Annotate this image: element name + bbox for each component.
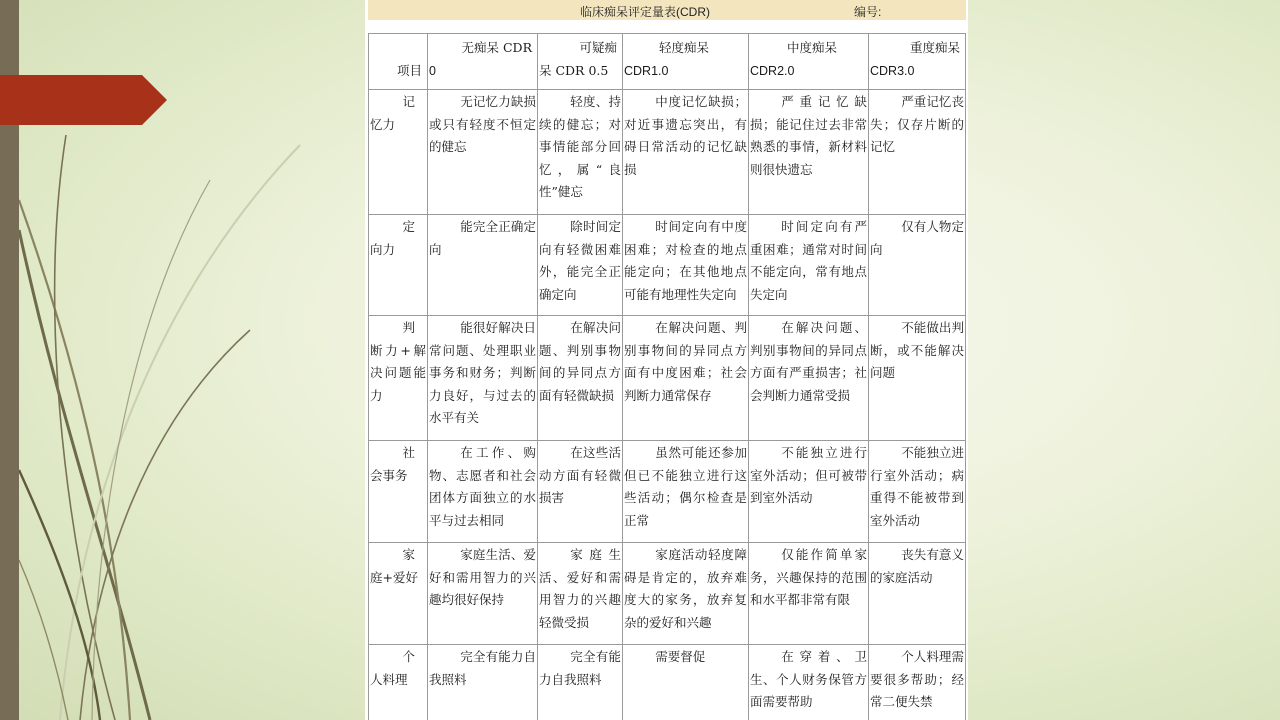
- table-cell: 无记忆力缺损或只有轻度不恒定的健忘: [428, 90, 538, 215]
- row-item-personal-care: 个人料理: [369, 645, 428, 720]
- row-item-community-affairs: 社会事务: [369, 441, 428, 543]
- row-item-orientation: 定向力: [369, 215, 428, 316]
- header-cell-level-3: [869, 34, 966, 90]
- table-cell: 在解决问题、判别事物间的异同点方面有严重损害；社会判断力通常受损: [749, 316, 869, 441]
- table-row: [369, 645, 966, 720]
- table-cell: 在解决问题、判别事物间的异同点方面有轻微缺损: [538, 316, 623, 441]
- row-item-home-hobbies: 家庭+爱好: [369, 543, 428, 645]
- table-cell: 丧失有意义的家庭活动: [869, 543, 966, 645]
- table-cell: 在解决问题、判别事物间的异同点方面有中度困难；社会判断力通常保存: [623, 316, 749, 441]
- header-cell-level-0.5: [538, 34, 623, 90]
- header-level-bottom: 呆 CDR 0.5: [539, 63, 609, 78]
- table-cell: 严重记忆丧失；仅存片断的记忆: [869, 90, 966, 215]
- table-cell: 不能独立进行室外活动；但可被带到室外活动: [749, 441, 869, 543]
- header-level-top: 中度痴呆: [786, 40, 837, 55]
- table-cell: 轻度、持续的健忘；对事情能部分回忆，属“良性”健忘: [538, 90, 623, 215]
- header-level-bottom: 0: [429, 64, 436, 78]
- header-cell-item: [369, 34, 428, 90]
- table-cell: 能完全正确定向: [428, 215, 538, 316]
- header-cell-level-1: [623, 34, 749, 90]
- table-cell: 中度记忆缺损；对近事遗忘突出，有碍日常活动的记忆缺损: [623, 90, 749, 215]
- table-cell: 不能做出判断，或不能解决问题: [869, 316, 966, 441]
- table-row: [369, 316, 966, 441]
- table-cell: 仅能作简单家务，兴趣保持的范围和水平都非常有限: [749, 543, 869, 645]
- document-page: [365, 0, 968, 720]
- table-cell: 完全有能力自我照料: [538, 645, 623, 720]
- header-level-top: 重度痴呆: [909, 40, 960, 55]
- header-level-bottom: CDR1.0: [624, 64, 669, 78]
- header-item-label: 项目: [396, 63, 422, 78]
- table-cell: 严重记忆缺损；能记住过去非常熟悉的事情，新材料则很快遗忘: [749, 90, 869, 215]
- table-cell: 在穿着、卫生、个人财务保管方面需要帮助: [749, 645, 869, 720]
- row-item-memory: 记忆力: [369, 90, 428, 215]
- document-title: 临床痴呆评定量表(CDR): [580, 5, 710, 19]
- table-row: [369, 90, 966, 215]
- table-row: [369, 543, 966, 645]
- table-cell: 不能独立进行室外活动；病重得不能被带到室外活动: [869, 441, 966, 543]
- header-level-bottom: CDR2.0: [750, 64, 795, 78]
- table-row: [369, 215, 966, 316]
- table-cell: 在这些活动方面有轻微损害: [538, 441, 623, 543]
- header-level-bottom: CDR3.0: [870, 64, 915, 78]
- table-cell: 能很好解决日常问题、处理职业事务和财务；判断力良好，与过去的水平有关: [428, 316, 538, 441]
- number-label: 编号:: [854, 5, 882, 19]
- table-cell: 家庭活动轻度障碍是肯定的，放弃难度大的家务，放弃复杂的爱好和兴趣: [623, 543, 749, 645]
- header-level-top: 无痴呆 CDR: [461, 40, 532, 55]
- table-header-row: [369, 34, 966, 90]
- table-cell: 需要督促: [623, 645, 749, 720]
- table-cell: 在工作、购物、志愿者和社会团体方面独立的水平与过去相同: [428, 441, 538, 543]
- table-row: [369, 441, 966, 543]
- table-cell: 个人料理需要很多帮助；经常二便失禁: [869, 645, 966, 720]
- table-cell: 仅有人物定向: [869, 215, 966, 316]
- table-cell: 家庭生活、爱好和需用智力的兴趣轻微受损: [538, 543, 623, 645]
- table-cell: 家庭生活、爱好和需用智力的兴趣均很好保持: [428, 543, 538, 645]
- table-cell: 除时间定向有轻微困难外，能完全正确定向: [538, 215, 623, 316]
- header-cell-level-0: [428, 34, 538, 90]
- document-header-bar: [368, 0, 966, 20]
- table-cell: 时间定向有中度困难；对检查的地点能定向；在其他地点可能有地理性失定向: [623, 215, 749, 316]
- table-cell: 完全有能力自我照料: [428, 645, 538, 720]
- table-cell: 时间定向有严重困难；通常对时间不能定向，常有地点失定向: [749, 215, 869, 316]
- header-cell-level-2: [749, 34, 869, 90]
- header-level-top: 轻度痴呆: [658, 40, 709, 55]
- header-level-top: 可疑痴: [579, 40, 617, 55]
- row-item-judgment: 判断力+解决问题能力: [369, 316, 428, 441]
- table-cell: 虽然可能还参加但已不能独立进行这些活动；偶尔检查是正常: [623, 441, 749, 543]
- cdr-table: [368, 33, 966, 720]
